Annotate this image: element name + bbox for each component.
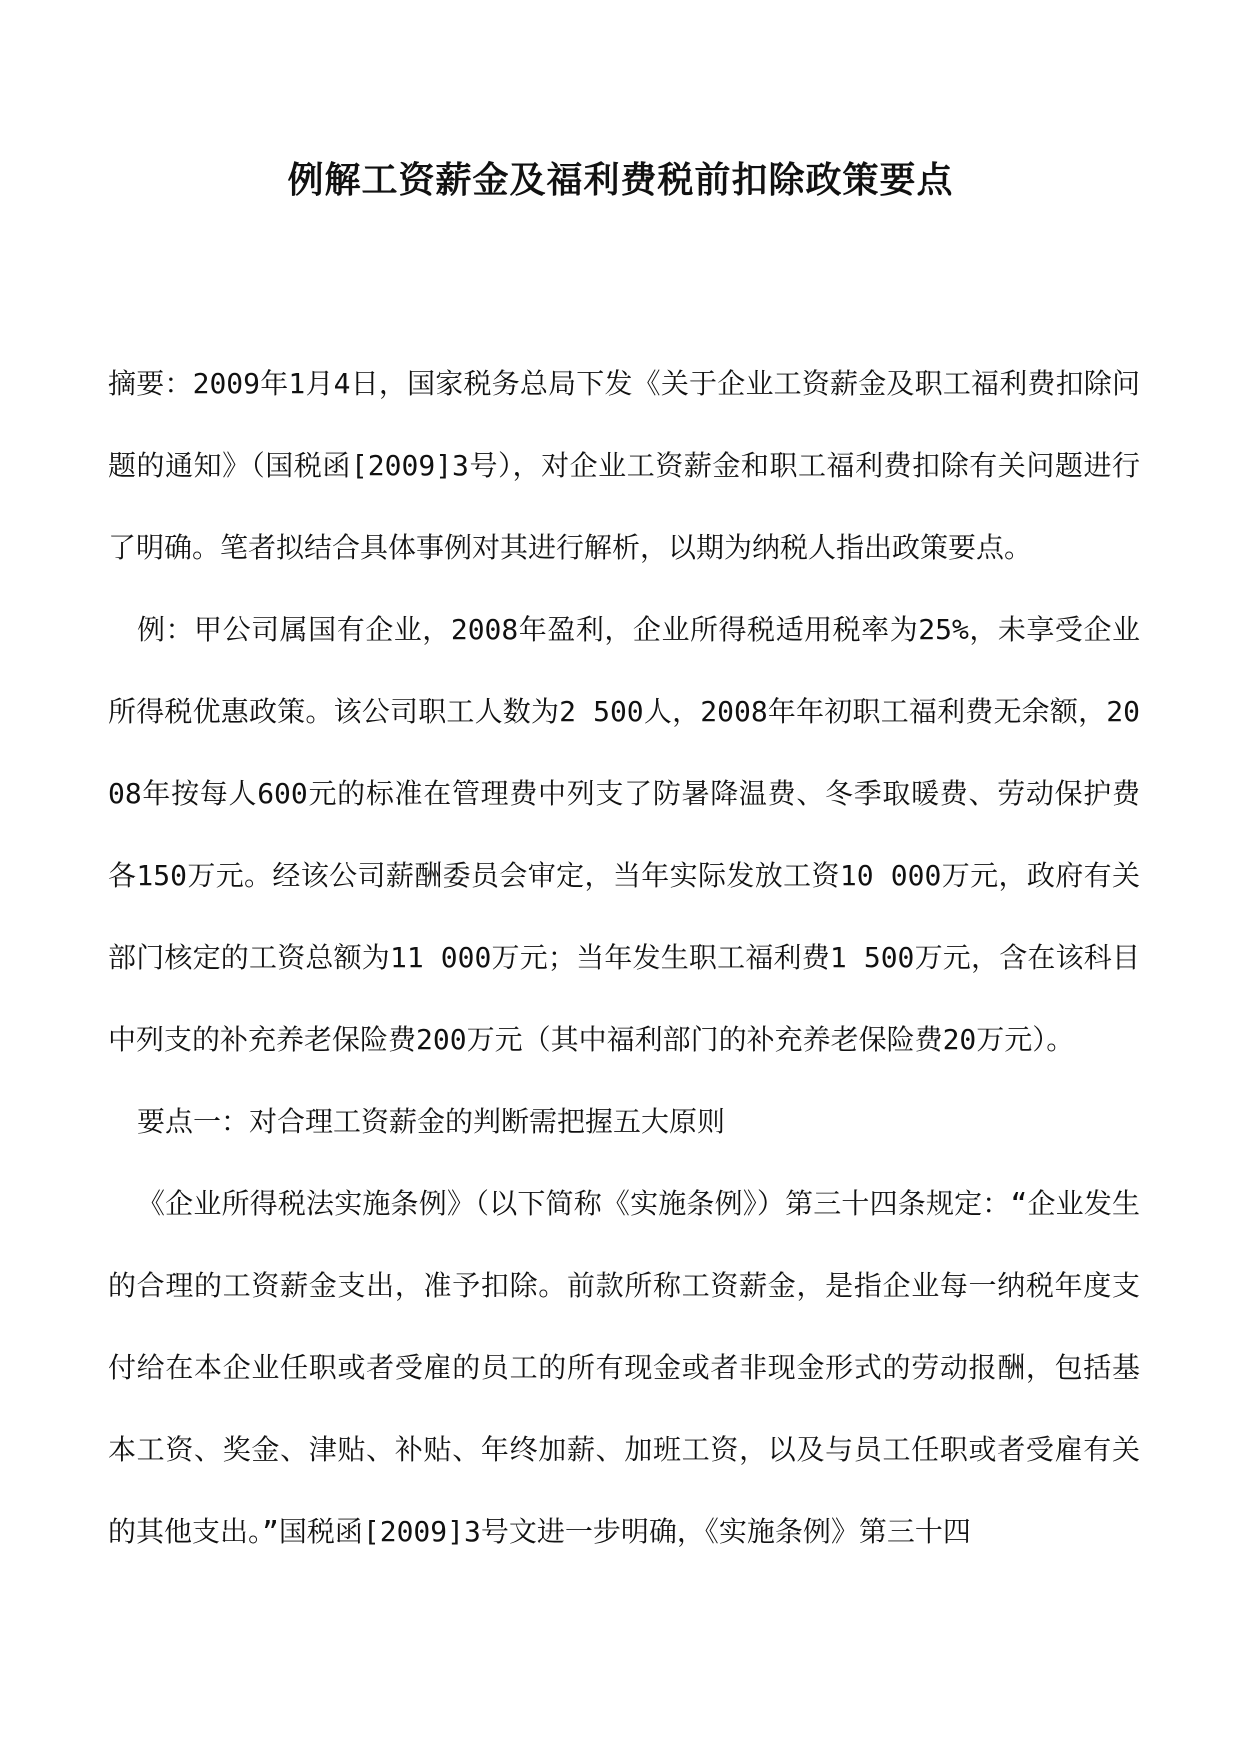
document-body bbox=[108, 343, 1140, 1573]
example-paragraph: 例：甲公司属国有企业，2008年盈利，企业所得税适用税率为25%，未享受企业所得税优惠政策。该公司职工人数为2 500人，2008年年初职工福利费无余额，2008年按每人600元的标准在管理费中列支了防暑降温费、冬季取暖费、劳动保护费各150万元。经该公司薪酬委员会审定，当年实际发放工资10 000万元，政府有关部门核定的工资总额为11 000万元；当年发生职工福利费1 500万元，含在该科目中列支的补充养老保险费200万元（其中福利部门的补充养老保险费20万元）。 bbox=[108, 613, 1140, 1056]
section-heading-point-one: 要点一：对合理工资薪金的判断需把握五大原则 bbox=[137, 1105, 726, 1138]
abstract-paragraph: 摘要：2009年1月4日，国家税务总局下发《关于企业工资薪金及职工福利费扣除问题的通知》（国税函[2009]3号），对企业工资薪金和职工福利费扣除有关问题进行了明确。笔者拟结合具体事例对其进行解析，以期为纳税人指出政策要点。 bbox=[108, 367, 1140, 564]
regulation-paragraph: 《企业所得税法实施条例》（以下简称《实施条例》）第三十四条规定：“企业发生的合理的工资薪金支出，准予扣除。前款所称工资薪金，是指企业每一纳税年度支付给在本企业任职或者受雇的员工的所有现金或者非现金形式的劳动报酬，包括基本工资、奖金、津贴、补贴、年终加薪、加班工资，以及与员工任职或者受雇有关的其他支出。”国税函[2009]3号文进一步明确，《实施条例》第三十四 bbox=[108, 1187, 1140, 1548]
document-title: 例解工资薪金及福利费税前扣除政策要点 bbox=[287, 159, 954, 201]
